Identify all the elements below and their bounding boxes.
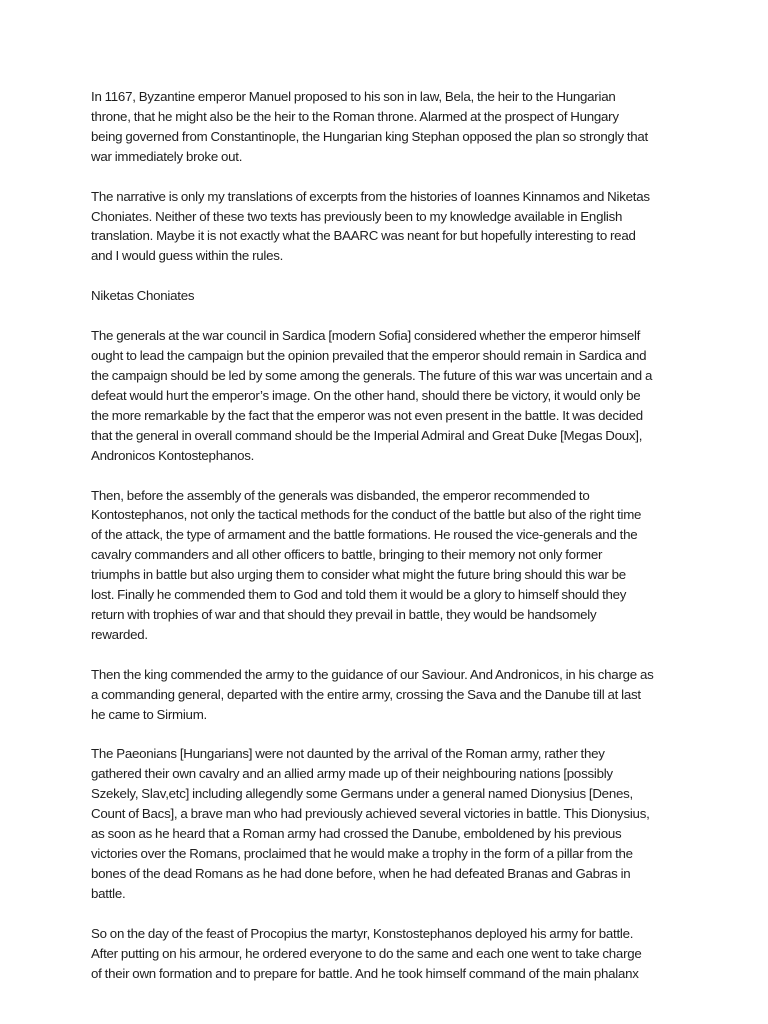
paragraph-intro: In 1167, Byzantine emperor Manuel proposed to his son in law, Bela, the heir to the Hungarian throne, that he might also be the heir to the Roman throne. Alarmed at the prospect of Hungary being governed from Constantinople, the Hungarian king Stephan opposed the plan so strongly that war immediately broke out. xyxy=(91,89,648,164)
paragraph-paeonians: The Paeonians [Hungarians] were not daunted by the arrival of the Roman army, rather they gathered their own cavalry and an allied army made up of their neighbouring nations [possibly Szekely, Slav,etc] including allegendly some Germans under a general named Dionysius [Denes, Count of Bacs], a brave man who had previously achieved several victories in battle. This Dionysius, as soon as he heard that a Roman army had crossed the Danube, emboldened by his previous victories over the Romans, proclaimed that he would make a trophy in the form of a pillar from the bones of the dead Romans as he had done before, when he had defeated Branas and Gabras in battle. xyxy=(91,746,650,901)
paragraph-assembly: Then, before the assembly of the generals was disbanded, the emperor recommended to Kontostephanos, not only the tactical methods for the conduct of the battle but also of the right time of the attack, the type of armament and the battle formations. He roused the vice-generals and the cavalry commanders and all other officers to battle, bringing to their memory not only former triumphs in battle but also urging them to consider what might the future bring should this war be lost. Finally he commended them to God and told them it would be a glory to himself should they return with trophies of war and that should they prevail in battle, they would be handsomely rewarded. xyxy=(91,487,642,642)
paragraph-translator-note: The narrative is only my translations of excerpts from the histories of Ioannes Kinnamos and Niketas Choniates. Neither of these two texts has previously been to my knowledge available in English translation. Maybe it is not exactly what the BAARC was neant for but hopefully interesting to read and I would guess within the rules. xyxy=(91,188,650,264)
paragraph-war-council: The generals at the war council in Sardica [modern Sofia] considered whether the emperor himself ought to lead the campaign but the opinion prevailed that the emperor should remain in Sardica and the campaign should be led by some among the generals. The future of this war was uncertain and a defeat would hurt the emperor’s image. On the other hand, should there be victory, it would only be the more remarkable by the fact that the emperor was not even present in the battle. It was decided that the general in overall command should be the Imperial Admiral and Great Duke [Megas Doux], Andronicos Kontostephanos. xyxy=(91,328,653,463)
paragraph-departure: Then the king commended the army to the guidance of our Saviour. And Andronicos, in his charge as a commanding general, departed with the entire army, crossing the Sava and the Danube till at last he came to Sirmium. xyxy=(91,666,654,722)
section-heading: Niketas Choniates xyxy=(91,288,195,304)
paragraph-battle-day: So on the day of the feast of Procopius the martyr, Konstostephanos deployed his army for battle. After putting on his armour, he ordered everyone to do the same and each one went to take charge of their own formation and to prepare for battle. And he took himself command of the main phalanx xyxy=(91,925,642,981)
